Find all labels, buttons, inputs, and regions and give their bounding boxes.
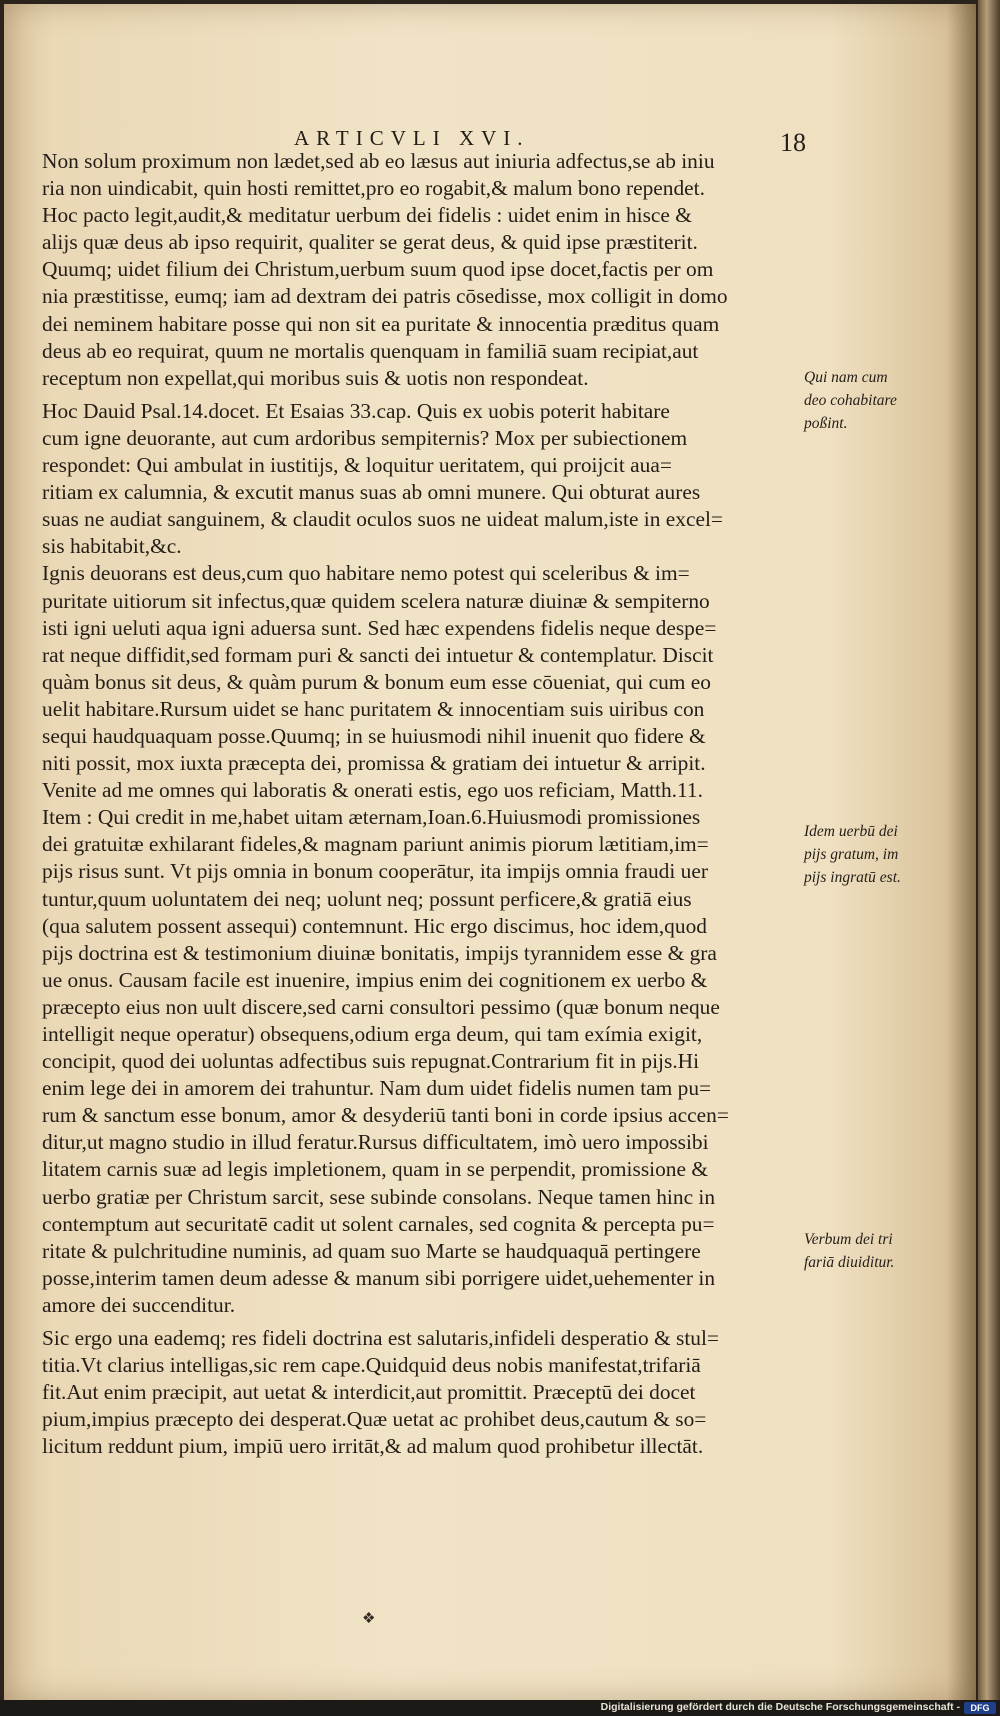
folio-number: 18 — [780, 128, 806, 157]
body-line: Item : Qui credit in me,habet uitam æternam,Ioan.6.Huiusmodi promissiones — [42, 805, 701, 830]
body-line: nia præstitisse, eumq; iam ad dextram dei patris cōsedisse, mox colligit in domo — [42, 284, 728, 309]
body-line: niti possit, mox iuxta præcepta dei, promissa & gratiam dei intuetur & arripit. — [42, 751, 706, 776]
body-line: concipit, quod dei uoluntas adfectibus suis repugnat.Contrarium fit in pijs.Hi — [42, 1049, 700, 1074]
book-page — [4, 4, 976, 1700]
marginal-note-idem-uerbum — [804, 820, 926, 889]
body-line: ditur,ut magno studio in illud feratur.Rursus difficultatem, imò uero impossibi — [42, 1130, 709, 1155]
body-line: pijs doctrina est & testimonium diuinæ bonitatis, impijs tyrannidem esse & gra — [42, 940, 717, 965]
marginal-note-verbum-dei — [804, 1228, 926, 1274]
body-line: uelit habitare.Rursum uidet se hanc puritatem & innocentiam suis uiribus con — [42, 696, 705, 721]
body-text — [42, 148, 800, 1461]
body-line: amore dei succenditur. — [42, 1292, 236, 1317]
body-line: ritiam ex calumnia, & excutit manus suas ab omni munere. Qui obturat aures — [42, 480, 701, 505]
ornament-fleuron: ❖ — [362, 1611, 376, 1627]
body-line: quàm bonus sit deus, & quàm purum & bonum eum esse cōueniat, qui cum eo — [42, 669, 711, 694]
body-line: tuntur,quum uoluntatem dei neq; uolunt neq; possunt perficere,& gratiā eius — [42, 886, 692, 911]
body-line: Ignis deuorans est deus,cum quo habitare nemo potest qui sceleribus & im= — [42, 561, 690, 586]
body-line: isti igni ueluti aqua igni aduersa sunt. Sed hæc expendens fidelis neque despe= — [42, 615, 717, 640]
marginal-note-line: Verbum dei tri — [804, 1231, 893, 1248]
body-line: ritate & pulchritudine numinis, ad quam suo Marte se haudquaquā pertingere — [42, 1238, 701, 1263]
marginal-note-line: deo cohabitare — [804, 392, 897, 409]
body-line: receptum non expellat,qui moribus suis & uotis non respondeat. — [42, 365, 589, 390]
marginal-note-cohabitare — [804, 366, 926, 435]
body-line: (qua salutem possent assequi) contemnunt. Hic ergo discimus, hoc idem,quod — [42, 913, 707, 938]
body-line: suas ne audiat sanguinem, & claudit oculos suos ne uideat malum,iste in excel= — [42, 507, 723, 532]
body-line: intelligit neque operatur) obsequens,odium erga deum, qui tam exímia exigit, — [42, 1022, 703, 1046]
marginal-note-line: Idem uerbū dei — [804, 823, 898, 840]
marginal-note-line: pijs ingratū est. — [804, 869, 901, 886]
marginal-note-line: fariā diuiditur. — [804, 1254, 895, 1271]
marginal-note-line: Qui nam cum — [804, 369, 888, 386]
body-line: Non solum proximum non lædet,sed ab eo læsus aut iniuria adfectus,se ab iniu — [42, 149, 715, 173]
body-line: dei gratuitæ exhilarant fideles,& magnam pariunt animis piorum lætitiam,im= — [42, 832, 709, 857]
body-line: titia.Vt clarius intelligas,sic rem cape.Quidquid deus nobis manifestat,trifariā — [42, 1353, 701, 1378]
body-line: ue onus. Causam facile est inuenire, impius enim dei cognitionem ex uerbo & — [42, 967, 708, 992]
body-line: rum & sanctum esse bonum, amor & desyderiū tanti boni in corde ipsius accen= — [42, 1103, 729, 1128]
body-line: ria non uindicabit, quin hosti remittet,pro eo rogabit,& malum bono rependet. — [42, 176, 705, 201]
body-line: licitum reddunt pium, impiū uero irritāt,& ad malum quod prohibetur illectāt. — [42, 1434, 704, 1459]
body-line: pijs risus sunt. Vt pijs omnia in bonum cooperātur, ita impijs omnia fraudi uer — [42, 859, 708, 884]
book-edge — [978, 0, 1000, 1716]
body-line: Venite ad me omnes qui laboratis & onerati estis, ego uos reficiam, Matth.11. — [42, 778, 703, 803]
body-line: Hoc pacto legit,audit,& meditatur uerbum dei fidelis : uidet enim in hisce & — [42, 203, 692, 228]
body-line: Quumq; uidet filium dei Christum,uerbum suum quod ipse docet,factis per om — [42, 257, 714, 282]
body-line: rat neque diffidit,sed formam puri & sancti dei intuetur & contemplatur. Discit — [42, 642, 714, 667]
marginal-note-line: pijs gratum, im — [804, 846, 899, 863]
body-line: cum igne deuorante, aut cum ardoribus sempiternis? Mox per subiectionem — [42, 425, 688, 450]
body-line: Hoc Dauid Psal.14.docet. Et Esaias 33.cap. Quis ex uobis poterit habitare — [42, 398, 670, 423]
body-line: pium,impius præcepto dei desperat.Quæ uetat ac prohibet deus,cautum & so= — [42, 1407, 707, 1432]
body-line: alijs quæ deus ab ipso requirit, qualiter se gerat deus, & quid ipse præstiterit. — [42, 230, 698, 255]
body-line: contemptum aut securitatē cadit ut solent carnales, sed cognita & percepta pu= — [42, 1211, 715, 1236]
body-line: posse,interim tamen deum adesse & manum sibi porrigere uidet,uehementer in — [42, 1265, 716, 1290]
body-line: sis habitabit,&c. — [42, 534, 182, 559]
dfg-logo: DFG — [964, 1702, 996, 1714]
running-head: ARTICVLI XVI. — [294, 126, 530, 150]
digitization-credit: Digitalisierung gefördert durch die Deutsche Forschungsgemeinschaft - — [600, 1701, 960, 1713]
marginal-note-line: poßint. — [804, 415, 848, 432]
body-line: uerbo gratiæ per Christum sarcit, sese subinde consolans. Neque tamen hinc in — [42, 1184, 716, 1209]
body-line: deus ab eo requirat, quum ne mortalis quenquam in familiā suam recipiat,aut — [42, 338, 699, 363]
body-line: præcepto eius non uult discere,sed carni consultori pessimo (quæ bonum neque — [42, 994, 720, 1019]
body-line: enim lege dei in amorem dei trahuntur. Nam dum uidet fidelis numen tam pu= — [42, 1076, 712, 1101]
body-line: sequi haudquaquam posse.Quumq; in se huiusmodi nihil inuenit quo fidere & — [42, 723, 706, 748]
body-line: litatem carnis suæ ad legis impletionem, quam in se perpendit, promissione & — [42, 1157, 708, 1182]
body-line: fit.Aut enim præcipit, aut uetat & interdicit,aut promittit. Præceptū dei docet — [42, 1380, 696, 1405]
body-line: respondet: Qui ambulat in iustitijs, & loquitur ueritatem, qui proijcit aua= — [42, 453, 672, 478]
body-line: puritate uitiorum sit infectus,quæ quidem scelera naturæ diuinæ & sempiterno — [42, 588, 710, 613]
body-line: dei neminem habitare posse qui non sit ea puritate & innocentia præditus quam — [42, 311, 720, 336]
body-line: Sic ergo una eademq; res fideli doctrina est salutaris,infideli desperatio & stul= — [42, 1326, 719, 1351]
